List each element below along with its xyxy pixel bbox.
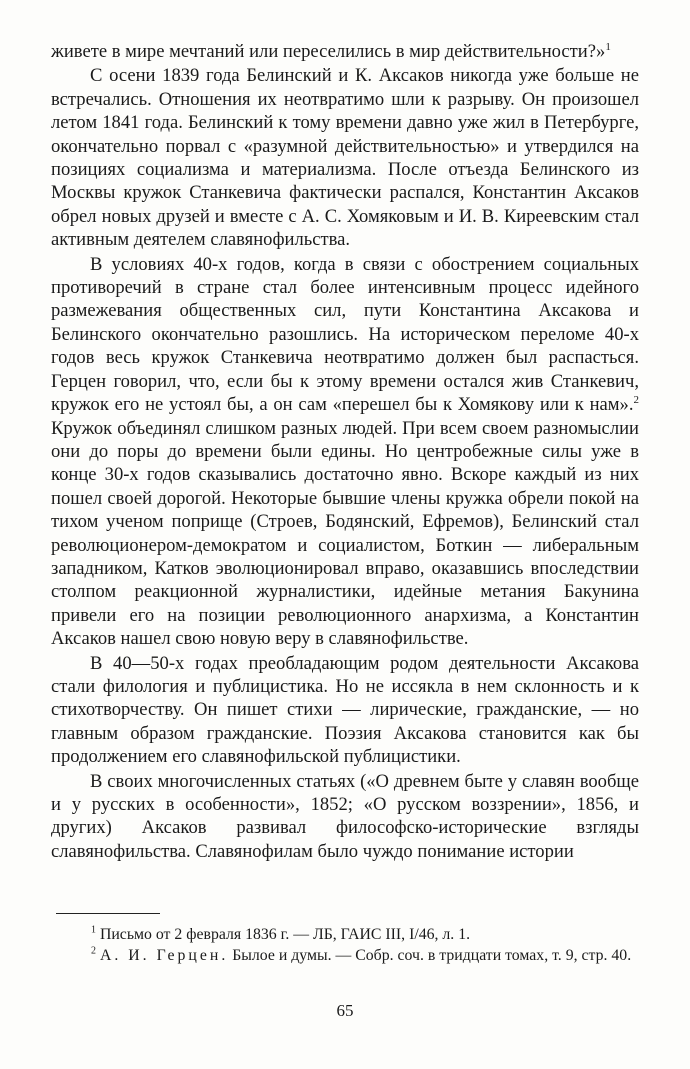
paragraph: В своих многочисленных статьях («О древнем быте у славян вообще и у русских в особенности», 1852; «О русском воззрении», 1856, и других) Аксаков развивал философско-исторические взгляды славянофильства. Славянофилам было чуждо понимание истории: [51, 770, 639, 862]
paragraph-text: живете в мире мечтаний или переселились в мир действительности?»: [51, 41, 606, 62]
main-text: [51, 40, 639, 864]
footnote-divider: [56, 913, 160, 914]
footnote-text: Письмо от 2 февраля 1836 г. — ЛБ, ГАИС III, I/46, л. 1.: [96, 926, 471, 943]
page-number: 65: [336, 1001, 354, 1020]
paragraph: В 40—50-х годах преобладающим родом деятельности Аксакова стали филология и публицистика. Но не иссякла в нем склонность и к стихотворчеству. Он пишет стихи — лирические, гражданские, — но главным образом гражданские. Поэзия Аксакова становится как бы продолжением его славянофильской публицистики.: [51, 652, 639, 768]
footnote-text: Былое и думы. — Собр. соч. в тридцати томах, т. 9, стр. 40.: [228, 946, 632, 964]
footnote-ref-1: 1: [605, 40, 611, 53]
footnote-1: [51, 925, 639, 946]
paragraph-text: В условиях 40-х годов, когда в связи с обострением социальных противоречий в стране стал более интенсивным процесс идейного размежевания общественных сил, пути Константина Аксакова и Белинского окончательно разошлись. На историческом переломе 40-х годов весь кружок Станкевича неотвратимо должен был распасться. Герцен говорил, что, если бы к этому времени остался жив Станкевич, кружок его не устоял бы, а он сам «перешел бы к Хомякову или к нам».: [51, 253, 639, 416]
footnotes: [51, 925, 639, 966]
footnote-ref-2: 2: [633, 393, 639, 406]
footnote-number: 2: [91, 945, 96, 957]
paragraph: [51, 253, 639, 651]
footnote-2: [51, 946, 639, 967]
paragraph: С осени 1839 года Белинский и К. Аксаков никогда уже больше не встречались. Отношения их неотвратимо шли к разрыву. Он произошел летом 1841 года. Белинский к тому времени давно уже жил в Петербурге, окончательно порвал с «разумной действительностью» и утвердился на позициях социализма и материализма. После отъезда Белинского из Москвы кружок Станкевича фактически распался, Константин Аксаков обрел новых друзей и вместе с А. С. Хомяковым и И. В. Киреевским стал активным деятелем славянофильства.: [51, 65, 639, 251]
footnote-author: А. И. Герцен.: [99, 946, 229, 964]
paragraph-text: Кружок объединял слишком разных людей. При всем своем разномыслии они до поры до времени были едины. Но центробежные силы уже в конце 30-х годов сказывались достаточно явно. Вскоре каждый из них пошел своей дорогой. Некоторые бывшие члены кружка обрели покой на тихом ученом поприще (Строев, Бодянский, Ефремов), Белинский стал революционером-демократом и социалистом, Боткин — либеральным западником, Катков эволюционировал вправо, оказавшись впоследствии столпом реакционной журналистики, идейные метания Бакунина привели его на позиции революционного анархизма, а Константин Аксаков нашел свою новую веру в славянофильстве.: [51, 417, 639, 650]
footnote-number: 1: [91, 924, 96, 936]
paragraph-continuation: [51, 40, 639, 63]
